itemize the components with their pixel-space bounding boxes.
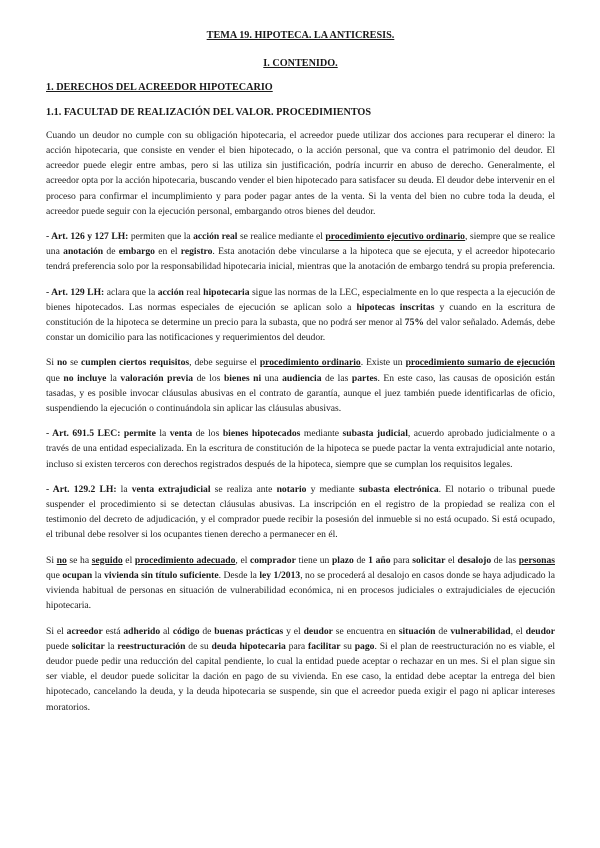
emphasis: acreedor: [66, 625, 103, 637]
text-run: la: [106, 372, 121, 384]
article-ref: - Art. 126 y 127 LH:: [46, 231, 129, 243]
paragraph-desalojo: [46, 553, 555, 614]
text-run: se realice mediante el: [237, 231, 326, 243]
text-run: , siempre que se realice una: [46, 231, 555, 258]
emphasis: reestructuración: [117, 640, 186, 652]
emphasis: no: [56, 357, 68, 369]
text-run: de las: [491, 554, 519, 566]
emphasis-underlined: no: [56, 554, 67, 566]
paragraph-intro: Cuando un deudor no cumple con su obligación hipotecaria, el acreedor puede utilizar dos acciones para recuperar el dinero: la acción hipotecaria, que consiste en vender el bien hipotecado, o la acción personal, que va contra el patrimonio del deudor. El acreedor puede elegir entre ambas, pero si las utiliza sin justificación, podría incurrir en abuso de derecho. Generalmente, el acreedor opta por la acción hipotecaria, buscando vender el bien hipotecado para satisfacer su deuda. El deudor debe intervenir en el proceso para confirmar el incumplimiento y para poder pagar antes de la venta. Si la venta del bien no cubre toda la deuda, el acreedor puede seguir con la ejecución personal, embargando otros bienes del deudor.: [46, 129, 555, 217]
text-run: real: [183, 286, 204, 298]
emphasis: hipotecas inscritas: [356, 301, 435, 313]
text-run: , acuerdo aprobado judicialmente o a través de una entidad especializada. En la escritura de constitución de la hipoteca se puede pactar la venta extrajudicial ante notario, incluso si existen terceros con derechos registrados después de la hipoteca, siempre que se cumplan los requisitos legales.: [46, 428, 555, 470]
text-run: la: [104, 640, 118, 652]
emphasis: venta: [169, 428, 193, 440]
text-run: . Desde la: [218, 569, 260, 581]
paragraph-art-129-2: [46, 482, 555, 543]
text-run: del valor señalado. Además, debe constar un domicilio para las notificaciones y requerimientos del deudor.: [46, 317, 555, 344]
text-run: de: [435, 625, 451, 637]
paragraph-art-129: [46, 285, 555, 346]
emphasis-underlined: seguido: [91, 554, 123, 566]
emphasis: ley 1/2013: [259, 569, 301, 581]
emphasis-underlined: procedimiento sumario de ejecución: [405, 357, 555, 369]
text-run: puede: [46, 640, 72, 652]
text-run: una: [261, 372, 283, 384]
emphasis: notario: [276, 483, 307, 495]
emphasis: cumplen ciertos requisitos: [81, 357, 190, 369]
emphasis: deudor: [303, 625, 333, 637]
text-run: de los: [192, 428, 223, 440]
text-run: el: [445, 554, 458, 566]
text-run: Si: [46, 357, 57, 369]
emphasis: subasta electrónica: [358, 483, 439, 495]
text-run: el: [122, 554, 135, 566]
emphasis: 75%: [404, 317, 424, 329]
text-run: al: [160, 625, 173, 637]
emphasis: ocupan: [62, 569, 93, 581]
text-run: . En este caso, las causas de oposición están tasadas, y es posible invocar cláusulas abusivas en el contrato de garantía, aunque el juez también puede identificarlas de oficio, suspendiendo la ejecución o continuándola sin aplicar las cláusulas abusivas.: [46, 372, 555, 415]
text-run: se encuentra en: [332, 625, 399, 637]
emphasis: no incluye: [63, 372, 107, 384]
emphasis: pago: [354, 640, 375, 652]
text-run: de: [199, 625, 215, 637]
emphasis: deudor: [525, 625, 555, 637]
section-heading: I. CONTENIDO.: [263, 58, 338, 70]
paragraph-art-691-5: [46, 426, 555, 472]
emphasis: solicitar: [412, 554, 446, 566]
text-run: y cuando en la escritura de constitución de la hipoteca se determine un precio para la subasta, que no podrá ser menor al: [46, 301, 555, 329]
text-run: se: [67, 357, 82, 369]
paragraph-art-126-127: [46, 229, 555, 275]
emphasis: partes: [351, 372, 378, 384]
text-run: . Esta anotación debe vincularse a la hipoteca que se ejecuta, y el acreedor hipotecario tendrá preferencia solo por la responsabilidad hipotecaria inicial, mientras que la anotación de embargo tendrá su propia preferencia.: [46, 246, 555, 273]
text-run: Si: [46, 554, 57, 566]
text-run: de: [103, 246, 119, 258]
text-run: . Si el plan de reestructuración no es viable, el deudor puede pedir una reducción del capital pendiente, lo cual la entidad puede aceptar o rechazar en un mes. Si el plan sigue sin ser viable, el deudor puede solicitar la dación en pago de su vivienda. En ese caso, la entidad debe aceptar la entrega del bien hipotecado, cancelando la deuda, y la deuda hipotecaria se suspende, sin que el acreedor pueda exigir el pago ni aplicar intereses moratorios.: [46, 640, 556, 713]
text-run: en el: [154, 246, 181, 258]
text-run: Si el: [46, 625, 67, 637]
emphasis-underlined: personas: [518, 554, 555, 566]
emphasis: valoración previa: [120, 372, 194, 384]
text-run: sigue las normas de la LEC, especialmente en lo que respecta a la ejecución de bienes hipotecados. Las normas especiales de ejecución se aplican solo a: [46, 286, 555, 313]
text-run: , el: [235, 554, 250, 566]
emphasis: ni: [253, 372, 262, 384]
emphasis: registro: [180, 246, 213, 258]
emphasis: comprador: [250, 554, 296, 566]
text-run: que: [46, 372, 64, 384]
subsubsection-heading: 1.1. FACULTAD DE REALIZACIÓN DEL VALOR. PROCEDIMIENTOS: [46, 106, 372, 118]
text-run: . Existe un: [360, 357, 406, 369]
emphasis: bienes hipotecados: [222, 428, 301, 440]
article-ref: - Art. 129 LH:: [46, 286, 105, 298]
text-run: aclara que la: [104, 286, 158, 298]
paragraph-buenas-practicas: [46, 624, 555, 715]
document-title: TEMA 19. HIPOTECA. LA ANTICRESIS.: [206, 30, 395, 41]
emphasis: código: [172, 625, 200, 637]
text-run: de las: [321, 372, 352, 384]
emphasis: vivienda sin título suficiente: [104, 569, 219, 581]
emphasis: desalojo: [457, 554, 492, 566]
emphasis: plazo: [331, 554, 354, 566]
emphasis: deuda hipotecaria: [211, 640, 286, 652]
text-run: la: [155, 428, 170, 440]
text-run: tiene un: [295, 554, 332, 566]
text-run: que: [46, 569, 63, 581]
subsection-heading: 1. DERECHOS DEL ACREEDOR HIPOTECARIO: [46, 82, 273, 94]
emphasis: subasta judicial: [342, 428, 408, 440]
emphasis: acción real: [193, 231, 238, 243]
emphasis: acción: [157, 286, 184, 298]
text-run: de su: [185, 640, 212, 652]
text-run: la: [116, 483, 132, 495]
emphasis: permite: [123, 428, 156, 440]
emphasis: buenas prácticas: [214, 625, 284, 637]
text-run: de: [353, 554, 369, 566]
text-run: su: [340, 640, 355, 652]
article-ref: - Art. 691.5 LEC:: [46, 428, 121, 440]
emphasis: bienes: [223, 372, 250, 384]
emphasis: adherido: [123, 625, 161, 637]
emphasis: anotación: [63, 246, 104, 258]
text-run: , el: [510, 625, 526, 637]
text-run: la: [92, 569, 105, 581]
emphasis: audiencia: [282, 372, 322, 384]
emphasis-underlined: procedimiento ejecutivo ordinario: [325, 231, 465, 243]
emphasis: hipotecaria: [203, 286, 250, 298]
text-run: permiten que la: [128, 231, 194, 243]
text-run: y mediante: [306, 483, 359, 495]
emphasis: venta extrajudicial: [131, 483, 211, 495]
emphasis: vulnerabilidad: [450, 625, 511, 637]
text-run: mediante: [300, 428, 343, 440]
emphasis-underlined: procedimiento ordinario: [259, 357, 361, 369]
text-run: para: [285, 640, 308, 652]
text-run: está: [102, 625, 124, 637]
emphasis: embargo: [118, 246, 155, 258]
paragraph-requisitos: [46, 355, 555, 416]
text-run: se realiza ante: [210, 483, 277, 495]
text-run: se ha: [66, 554, 92, 566]
emphasis: facilitar: [308, 640, 341, 652]
text-run: . El notario o tribunal puede suspender el procedimiento si se detectan cláusulas abusivas. La inscripción en el registro de la propiedad se realiza con el testimonio del decreto de adjudicación, y el comprador puede recibir la posesión del inmueble si no está ocupado. Si está ocupado, el tribunal debe resolver si los ocupantes tienen derecho a permanecer en él.: [46, 483, 555, 541]
text-run: de los: [193, 372, 224, 384]
text-run: para: [390, 554, 413, 566]
emphasis-underlined: procedimiento adecuado: [134, 554, 236, 566]
article-ref: - Art. 129.2 LH:: [46, 483, 117, 495]
text-run: , no se procederá al desalojo en casos donde se haya adjudicado la vivienda habitual de personas en situación de vulnerabilidad económica, ni en procesos judiciales o extrajudiciales de ejecución hipotecaria.: [46, 569, 555, 612]
text-run: y el: [283, 625, 304, 637]
emphasis: solicitar: [71, 640, 105, 652]
emphasis: 1 año: [368, 554, 391, 566]
emphasis: situación: [398, 625, 436, 637]
text-run: , debe seguirse el: [189, 357, 260, 369]
